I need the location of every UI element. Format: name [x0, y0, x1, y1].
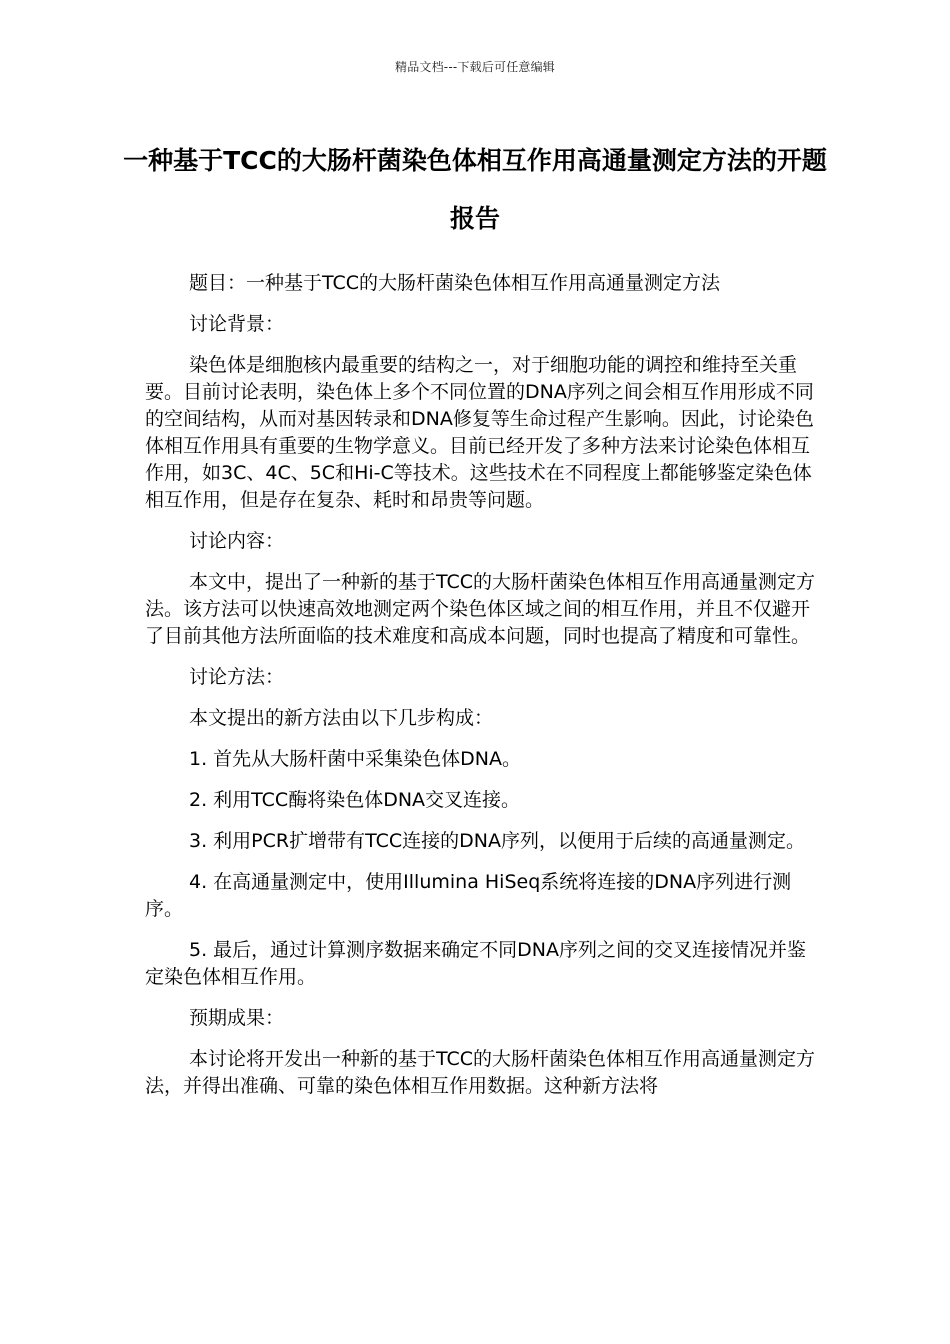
heading-background: 讨论背景： [189, 313, 285, 335]
heading-expected-results: 预期成果： [189, 1007, 285, 1029]
paragraph-expected-results: 本讨论将开发出一种新的基于TCC的大肠杆菌染色体相互作用高通量测定方法，并得出准确、可靠的染色体相互作用数据。这种新方法将 [145, 1048, 816, 1097]
paragraph-topic: 题目：一种基于TCC的大肠杆菌染色体相互作用高通量测定方法 [189, 272, 721, 294]
method-step-5: 5. 最后，通过计算测序数据来确定不同DNA序列之间的交叉连接情况并鉴定染色体相互作用。 [145, 939, 807, 988]
method-step-2: 2. 利用TCC酶将染色体DNA交叉连接。 [189, 789, 521, 811]
header-note: 精品文档---下载后可任意编辑 [395, 60, 555, 74]
method-step-3: 3. 利用PCR扩增带有TCC连接的DNA序列，以便用于后续的高通量测定。 [189, 830, 805, 852]
paragraph-background: 染色体是细胞核内最重要的结构之一，对于细胞功能的调控和维持至关重要。目前讨论表明，染色体上多个不同位置的DNA序列之间会相互作用形成不同的空间结构，从而对基因转录和DNA修复等生命过程产生影响。因此，讨论染色体相互作用具有重要的生物学意义。目前已经开发了多种方法来讨论染色体相互作用，如3C、4C、5C和Hi-C等技术。这些技术在不同程度上都能够鉴定染色体相互作用，但是存在复杂、耗时和昂贵等问题。 [145, 354, 814, 511]
document-title: 一种基于TCC的大肠杆菌染色体相互作用高通量测定方法的开题报告 [123, 146, 827, 233]
paragraph-content: 本文中，提出了一种新的基于TCC的大肠杆菌染色体相互作用高通量测定方法。该方法可以快速高效地测定两个染色体区域之间的相互作用，并且不仅避开了目前其他方法所面临的技术难度和高成本问题，同时也提高了精度和可靠性。 [145, 571, 816, 647]
method-step-1: 1. 首先从大肠杆菌中采集染色体DNA。 [189, 748, 522, 770]
method-step-4: 4. 在高通量测定中，使用Illumina HiSeq系统将连接的DNA序列进行测序。 [145, 871, 792, 920]
heading-method: 讨论方法： [189, 666, 285, 688]
heading-content: 讨论内容： [189, 530, 285, 552]
document-body [145, 270, 817, 1114]
paragraph-method-intro: 本文提出的新方法由以下几步构成： [189, 707, 494, 729]
